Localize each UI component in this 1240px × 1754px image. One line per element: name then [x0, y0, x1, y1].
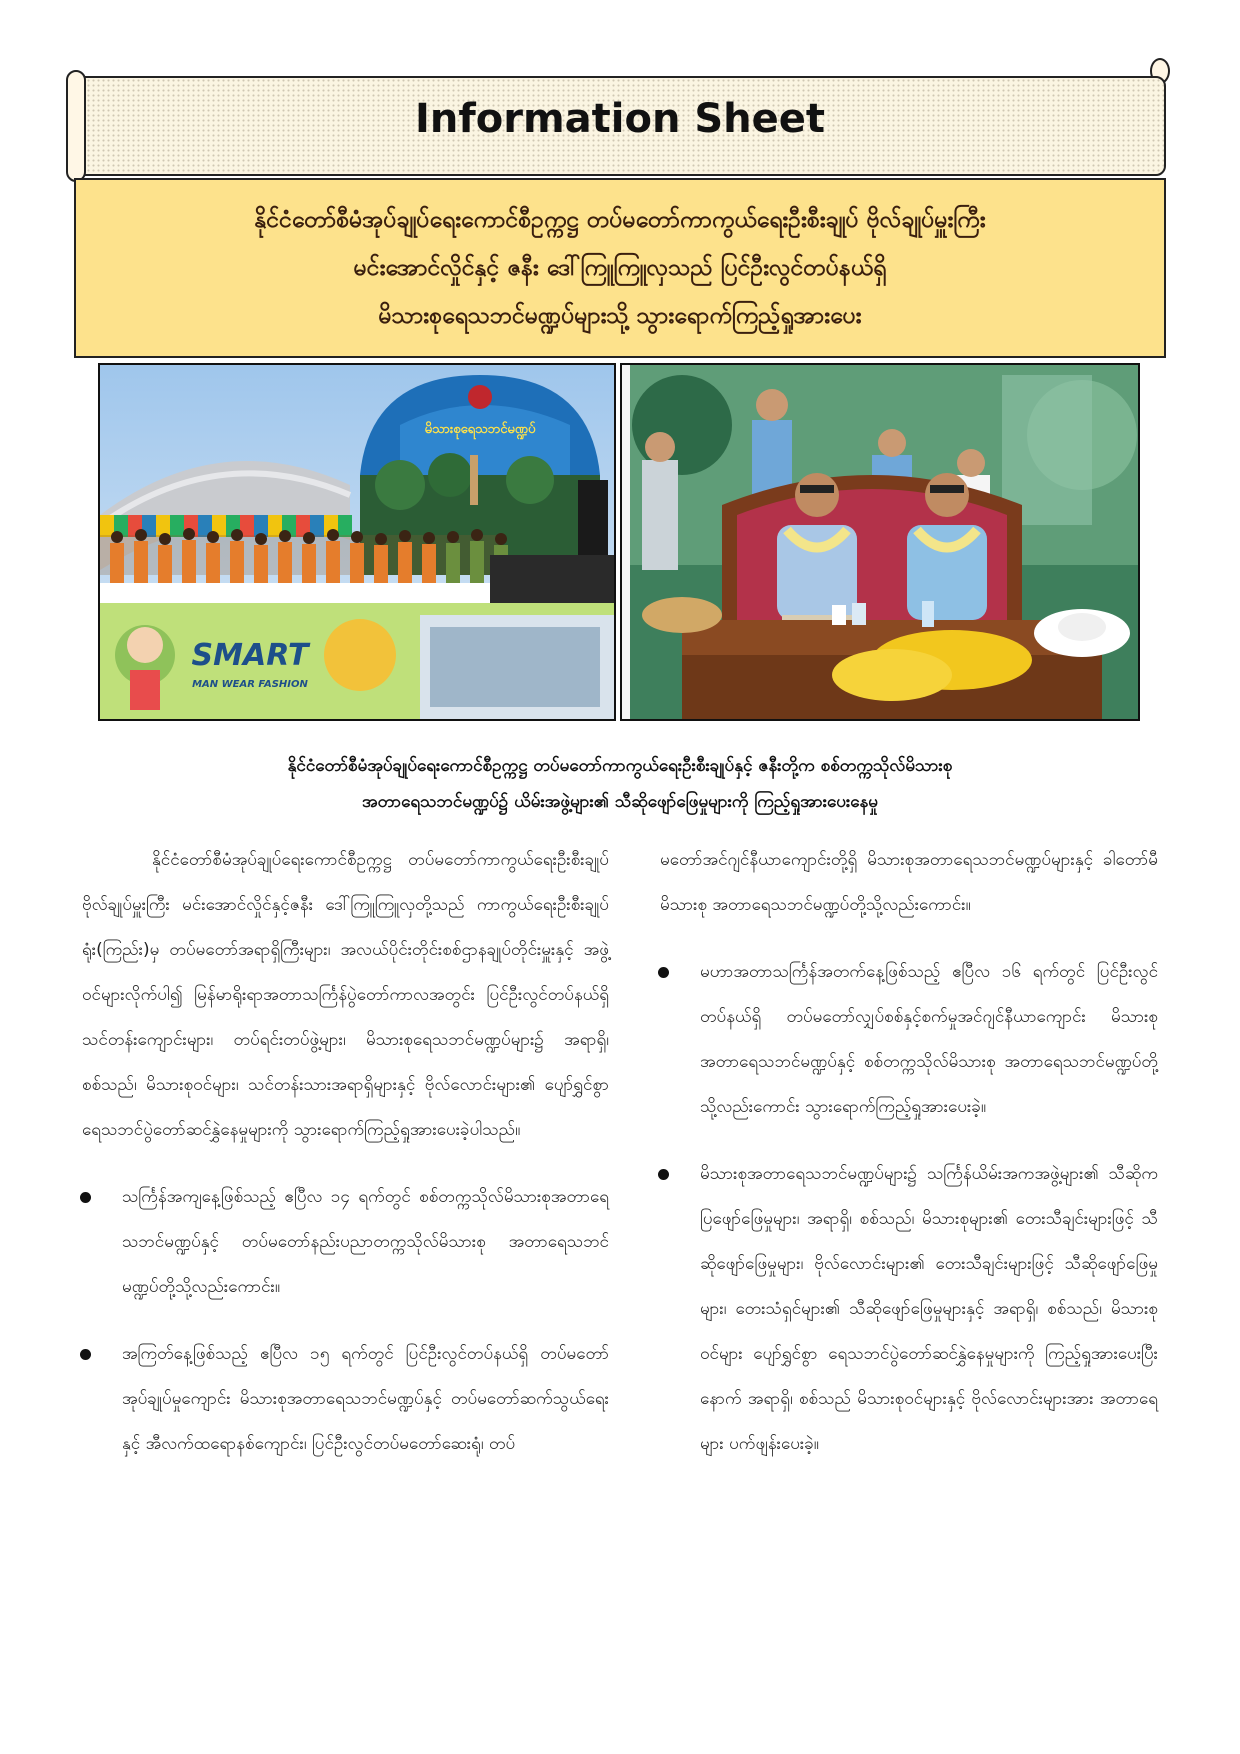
title-banner	[74, 76, 1166, 176]
bullet-text: မိသားစုအတာရေသဘင်မဏ္ဍပ်များ၌ သင်္ကြန်ယိမ်းအကအဖွဲ့များ၏ သီဆိုကပြဖျော်ဖြေမှုများ၊ အရာရှိ၊ စစ်သည်၊ မိသားစုများ၏ တေးသီချင်းများဖြင့် သီဆိုဖျော်ဖြေမှုများ၊ ဗိုလ်လောင်းများ၏ တေးသီချင်းများဖြင့် သီဆိုဖျော်ဖြေမှုများ၊ တေးသံရှင်များ၏ သီဆိုဖျော်ဖြေမှုများနှင့် အရာရှိ၊ စစ်သည်၊ မိသားစုဝင်များ ပျော်ရွှင်စွာ ရေသဘင်ပွဲတော်ဆင်နွှဲနေမှုများကို ကြည့်ရှုအားပေးပြီးနောက် အရာရှိ၊ စစ်သည် မိသားစုဝင်များနှင့် ဗိုလ်လောင်းများအား အတာရေများ ပက်ဖျန်းပေးခဲ့။	[700, 1164, 1158, 1454]
bullet-icon	[80, 1192, 91, 1203]
headline-box	[74, 178, 1166, 358]
sign-subtext: MAN WEAR FASHION	[192, 679, 308, 690]
bullet-item	[660, 1152, 1158, 1467]
bullet-item	[82, 1175, 609, 1310]
bullet-item	[660, 950, 1158, 1130]
bullet-icon	[658, 1169, 669, 1180]
page-title: Information Sheet	[414, 96, 826, 142]
photo-caption	[74, 748, 1166, 820]
bullet-text: အကြတ်နေ့ဖြစ်သည့် ဧပြီလ ၁၅ ရက်တွင် ပြင်ဦးလွင်တပ်နယ်ရှိ တပ်မတော်အုပ်ချုပ်မှုကျောင်း မိသားစုအတာရေသဘင်မဏ္ဍပ်နှင့် တပ်မတော်ဆက်သွယ်ရေးနှင့် အီလက်ထရောနစ်ကျောင်း၊ ပြင်ဦးလွင်တပ်မတော်ဆေးရုံ၊ တပ်	[122, 1344, 609, 1454]
bullet-icon	[80, 1349, 91, 1360]
headline-line: မိသားစုရေသဘင်မဏ္ဍပ်များသို့ သွားရောက်ကြည့်ရှုအားပေး	[378, 303, 862, 329]
bullet-text: သင်္ကြန်အကျနေ့ဖြစ်သည့် ဧပြီလ ၁၄ ရက်တွင် စစ်တက္ကသိုလ်မိသားစုအတာရေသဘင်မဏ္ဍပ်နှင့် တပ်မတော်နည်းပညာတက္ကသိုလ်မိသားစု အတာရေသဘင်မဏ္ဍပ်တို့သို့လည်းကောင်း။	[122, 1187, 609, 1297]
photo-stage-dancers	[98, 363, 616, 721]
sign-brand: SMART	[191, 638, 309, 673]
caption-line: အတာရေသဘင်မဏ္ဍပ်၌ ယိမ်းအဖွဲ့များ၏ သီဆိုဖျော်ဖြေမှုများကို ကြည့်ရှုအားပေးနေမှု	[361, 792, 879, 812]
intro-paragraph: နိုင်ငံတော်စီမံအုပ်ချုပ်ရေးကောင်စီဥက္ကဋ္ဌ တပ်မတော်ကာကွယ်ရေးဦးစီးချုပ် ဗိုလ်ချုပ်မှူးကြီး မင်းအောင်လှိုင်နှင့်ဇနီး ဒေါ်ကြူကြူလှတို့သည် ကာကွယ်ရေးဦးစီးချုပ်ရုံး(ကြည်း)မှ တပ်မတော်အရာရှိကြီးများ၊ အလယ်ပိုင်းတိုင်းစစ်ဌာနချုပ်တိုင်းမှူးနှင့် အဖွဲ့ဝင်များလိုက်ပါ၍ မြန်မာရိုးရာအတာသင်္ကြန်ပွဲတော်ကာလအတွင်း ပြင်ဦးလွင်တပ်နယ်ရှိ သင်တန်းကျောင်းများ၊ တပ်ရင်းတပ်ဖွဲ့များ၊ မိသားစုရေသဘင်မဏ္ဍပ်များ၌ အရာရှိ၊ စစ်သည်၊ မိသားစုဝင်များ၊ သင်တန်းသားအရာရှိများနှင့် ဗိုလ်လောင်းများ၏ ပျော်ရွှင်စွာ ရေသဘင်ပွဲတော်ဆင်နွှဲနေမှုများကို သွားရောက်ကြည့်ရှုအားပေးခဲ့ပါသည်။	[82, 850, 609, 1140]
stage-banner-text: မိသားစုရေသဘင်မဏ္ဍပ်	[424, 422, 536, 437]
bullet-continuation: မတော်အင်ဂျင်နီယာကျောင်းတို့ရှိ မိသားစုအတာရေသဘင်မဏ္ဍပ်များနှင့် ခါတော်မီ မိသားစု အတာရေသဘင်မဏ္ဍပ်တို့သို့လည်းကောင်း။	[660, 850, 1158, 915]
caption-line: နိုင်ငံတော်စီမံအုပ်ချုပ်ရေးကောင်စီဥက္ကဋ္ဌ တပ်မတော်ကာကွယ်ရေးဦးစီးချုပ်နှင့် ဇနီးတို့က စစ်တက္ကသိုလ်မိသားစု	[287, 756, 953, 776]
right-column	[660, 838, 1158, 1467]
photo-vip-seating	[620, 363, 1140, 721]
bullet-text: မဟာအတာသင်္ကြန်အတက်နေ့ဖြစ်သည့် ဧပြီလ ၁၆ ရက်တွင် ပြင်ဦးလွင်တပ်နယ်ရှိ တပ်မတော်လျှပ်စစ်နှင့်စက်မှုအင်ဂျင်နီယာကျောင်း မိသားစု အတာရေသဘင်မဏ္ဍပ်နှင့် စစ်တက္ကသိုလ်မိသားစု အတာရေသဘင်မဏ္ဍပ်တို့သို့လည်းကောင်း သွားရောက်ကြည့်ရှုအားပေးခဲ့။	[700, 962, 1158, 1117]
headline-line: နိုင်ငံတော်စီမံအုပ်ချုပ်ရေးကောင်စီဥက္ကဋ္ဌ တပ်မတော်ကာကွယ်ရေးဦးစီးချုပ် ဗိုလ်ချုပ်မှူးကြီး	[254, 207, 986, 233]
bullet-item	[82, 1332, 609, 1467]
headline-line: မင်းအောင်လှိုင်နှင့် ဇနီး ဒေါ်ကြူကြူလှသည် ပြင်ဦးလွင်တပ်နယ်ရှိ	[353, 255, 887, 281]
bullet-icon	[658, 967, 669, 978]
scroll-curl-decoration	[66, 70, 86, 182]
left-column	[82, 838, 609, 1467]
